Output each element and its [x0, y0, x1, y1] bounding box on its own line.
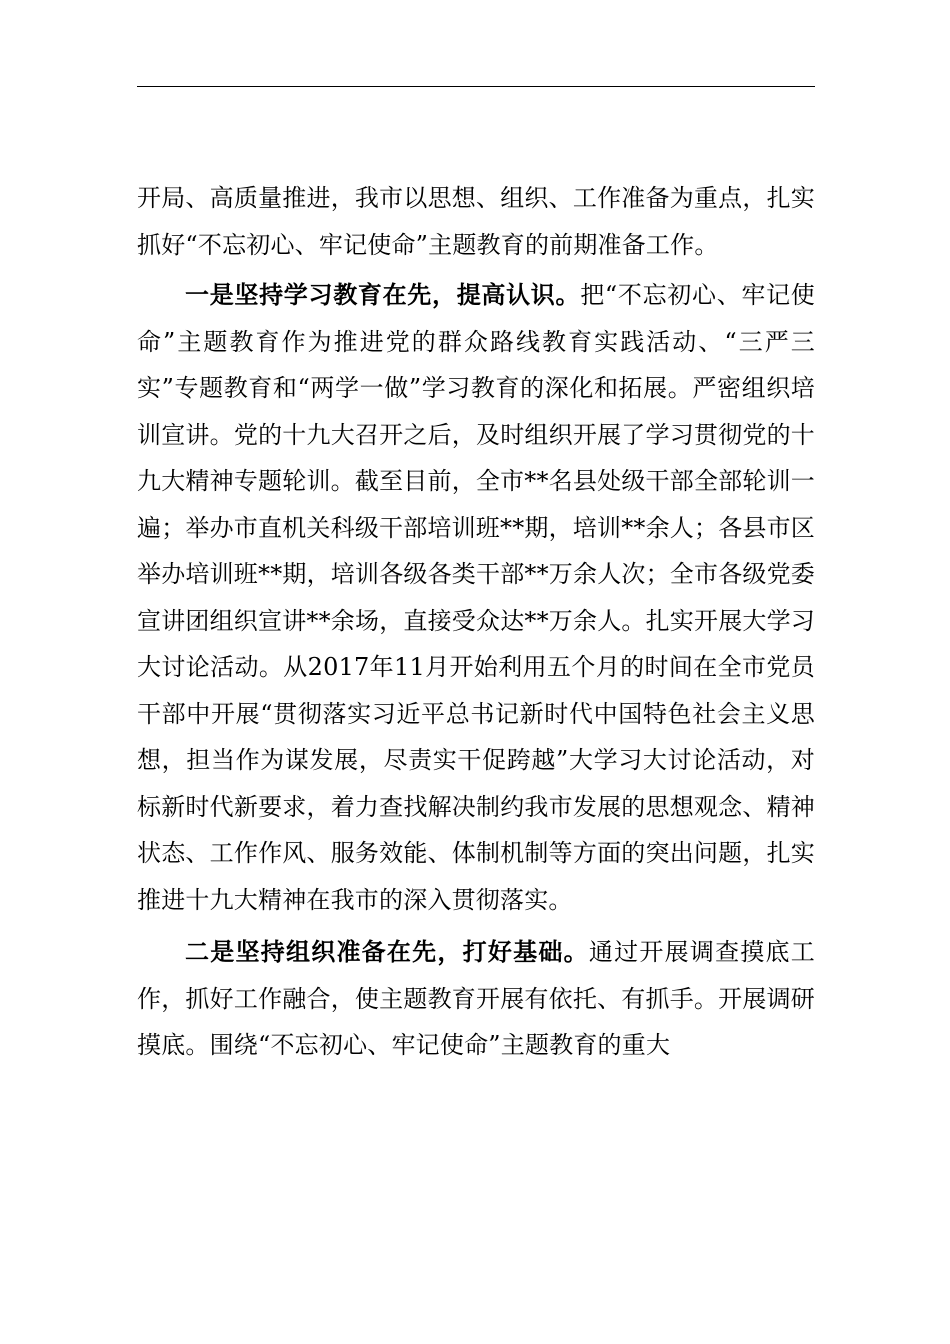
paragraph-intro-text: 开局、高质量推进，我市以思想、组织、工作准备为重点，扎实抓好“不忘初心、牢记使命”主题教育的前期准备工作。	[137, 184, 815, 259]
paragraph-intro	[137, 175, 815, 268]
paragraph-study-education-text: 把“不忘初心、牢记使命”主题教育作为推进党的群众路线教育实践活动、“三严三实”专题教育和“两学一做”学习教育的深化和拓展。严密组织培训宣讲。党的十九大召开之后，及时组织开展了学习贯彻党的十九大精神专题轮训。截至目前，全市**名县处级干部全部轮训一遍；举办市直机关科级干部培训班**期，培训**余人；各县市区举办培训班**期，培训各级各类干部**万余人次；全市各级党委宣讲团组织宣讲**余场，直接受众达**万余人。扎实开展大学习大讨论活动。从2017年11月开始利用五个月的时间在全市党员干部中开展“贯彻落实习近平总书记新时代中国特色社会主义思想，担当作为谋发展，尽责实干促跨越”大学习大讨论活动，对标新时代新要求，着力查找解决制约我市发展的思想观念、精神状态、工作作风、服务效能、体制机制等方面的突出问题，扎实推进十九大精神在我市的深入贯彻落实。	[137, 281, 815, 914]
paragraph-study-education-lead: 一是坚持学习教育在先，提高认识。	[185, 280, 581, 309]
paragraph-study-education	[137, 272, 815, 923]
paragraph-organization-prep-lead: 二是坚持组织准备在先，打好基础。	[185, 937, 589, 966]
paragraph-organization-prep-text: 通过开展调查摸底工作，抓好工作融合，使主题教育开展有依托、有抓手。开展调研摸底。围绕“不忘初心、牢记使命”主题教育的重大	[137, 938, 815, 1059]
paragraph-organization-prep	[137, 929, 815, 1069]
header-rule	[137, 86, 815, 87]
document-body	[137, 175, 815, 1069]
